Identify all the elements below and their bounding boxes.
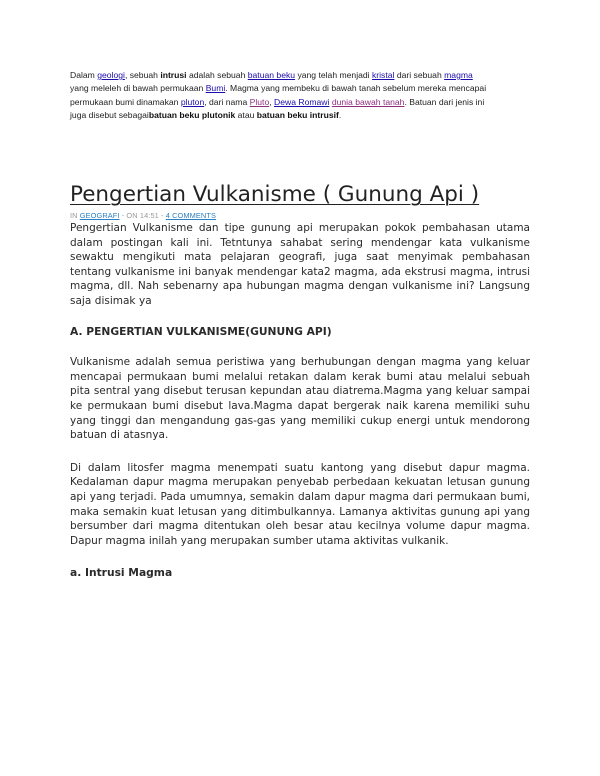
intro-text: , (269, 96, 275, 107)
link-bumi[interactable]: Bumi (205, 83, 226, 94)
intro-text: . (338, 110, 342, 121)
comments-link[interactable]: 4 COMMENTS (165, 211, 217, 220)
section-heading-a: A. PENGERTIAN VULKANISME(GUNUNG API) (70, 324, 332, 338)
intro-text: dari sebuah (394, 70, 445, 80)
link-geologi[interactable]: geologi (97, 70, 125, 80)
post-meta (70, 211, 216, 221)
link-dunia-bawah-tanah[interactable]: dunia bawah tanah (331, 96, 405, 107)
vulkanisme-paragraph: Vulkanisme adalah semua peristiwa yang berhubungan dengan magma yang keluar mencapai permukaan bumi melalui retakan dalam kerak bumi atau melalui sebuah pita sentral yang disebut terusan kepundan atau diatrema.Magma yang keluar sampai ke permukaan bumi disebut lava.Magma dapat bergerak naik karena memiliki suhu yang tinggi dan mengandung gas-gas yang memiliki cukup energi untuk mendorong batuan di atasnya. (70, 356, 530, 442)
category-link[interactable]: GEOGRAFI (79, 211, 120, 220)
link-batuan-beku[interactable]: batuan beku (247, 70, 296, 80)
intro-bold-term: batuan beku intrusif (256, 110, 339, 121)
article-title[interactable]: Pengertian Vulkanisme ( Gunung Api ) (70, 182, 480, 207)
intro-text: yang meleleh di bawah permukaan (70, 83, 206, 94)
link-pluto[interactable]: Pluto (249, 96, 270, 107)
link-dewa-romawi[interactable]: Dewa Romawi (274, 96, 330, 107)
subsection-heading-intrusi: a. Intrusi Magma (70, 566, 173, 580)
meta-time: - ON 14:51 - (119, 211, 166, 220)
intro-text: . Magma yang membeku di bawah tanah sebelum mereka mencapai permukaan bumi dinamakan (70, 83, 487, 107)
intro-text: Dalam (70, 70, 98, 80)
intro-text: yang telah menjadi (295, 70, 372, 80)
intro-paragraph (70, 69, 490, 123)
intro-body-paragraph: Pengertian Vulkanisme dan tipe gunung api merupakan pokok pembahasan utama dalam postingan kali ini. Tetntunya sahabat sering mendengar kata vulkanisme sewaktu mengikuti mata pelajaran geografi, juga saat menyimak pembahasan tentang vulkanisme ini banyak mendengar kata2 magma, ada ekstrusi magma, intrusi magma, dll. Nah sebenarny apa hubungan magma dengan vulkanisme ini? Langsung saja disimak ya (70, 222, 530, 307)
link-magma[interactable]: magma (444, 70, 473, 80)
intro-text: , sebuah (124, 70, 161, 80)
meta-in-label: IN (70, 211, 80, 220)
link-kristal[interactable]: kristal (371, 70, 395, 80)
intro-bold-term: batuan beku plutonik (148, 110, 236, 121)
intro-text: . Batuan dari jenis ini juga disebut sebagai (70, 96, 485, 121)
article-body (70, 221, 530, 581)
intro-text: atau (235, 110, 257, 121)
dapur-magma-paragraph: Di dalam litosfer magma menempati suatu kantong yang disebut dapur magma. Kedalaman dapur magma merupakan penyebab perbedaan kekuatan letusan gunung api yang terjadi. Pada umumnya, semakin dalam dapur magma dari permukaan bumi, maka semakin kuat letusan yang ditimbulkannya. Lamanya aktivitas gunung api yang bersumber dari magma ditentukan oleh besar atau kecilnya volume dapur magma. Dapur magma inilah yang merupakan sumber utama aktivitas vulkanik. (70, 461, 530, 547)
link-pluton[interactable]: pluton (180, 96, 205, 107)
intro-text: adalah sebuah (186, 70, 248, 80)
intro-bold-term: intrusi (160, 70, 187, 80)
intro-text: , dari nama (204, 96, 250, 107)
